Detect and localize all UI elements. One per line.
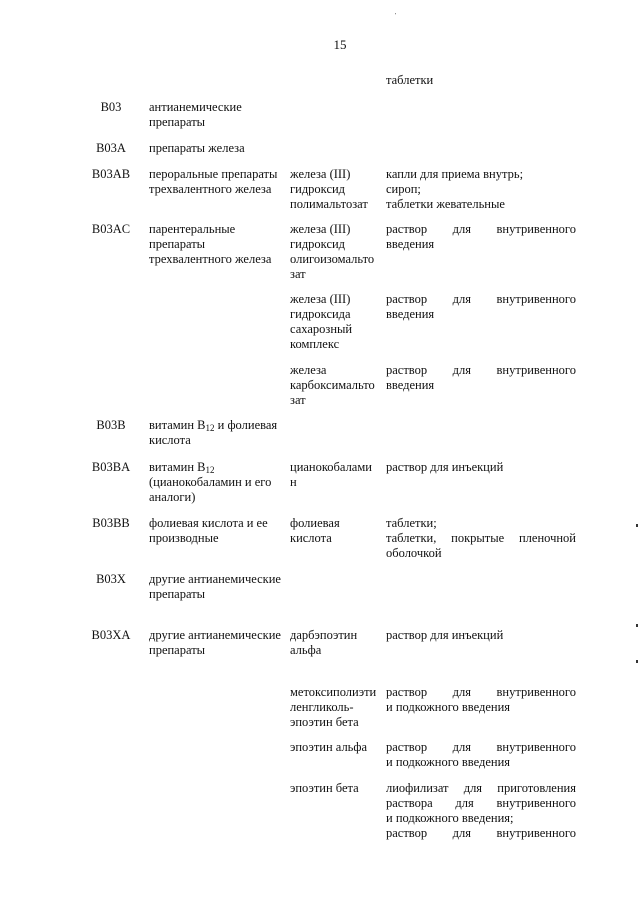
dosage-form-line: и подкожного введения xyxy=(386,700,511,714)
atc-name: фолиевая кислота и ее производные xyxy=(149,516,268,545)
dosage-form-line: таблетки, покрытые пленочной xyxy=(386,531,576,545)
atc-name: пероральные препараты трехвалентного железа xyxy=(149,167,278,196)
dosage-form-line: оболочкой xyxy=(386,546,442,560)
margin-mark xyxy=(636,660,638,663)
margin-mark xyxy=(636,524,638,527)
drug-name: цианокобалами н xyxy=(290,460,372,489)
drug-name: эпоэтин бета xyxy=(290,781,359,795)
atc-name: другие антианемические препараты xyxy=(149,572,281,601)
dosage-form-line: раствор для внутривенного xyxy=(386,826,576,840)
dosage-form-line: введения xyxy=(386,378,435,392)
atc-code: B03XA xyxy=(91,628,131,642)
dosage-form-line: и подкожного введения xyxy=(386,755,511,769)
dosage-form-line: лиофилизат для приготовления xyxy=(386,781,576,795)
atc-code: B03AC xyxy=(91,222,131,236)
dosage-form-line: таблетки; xyxy=(386,516,437,530)
drug-name: железа карбоксимальто зат xyxy=(290,363,375,407)
dosage-form-line: раствор для внутривенного xyxy=(386,363,576,377)
atc-code: B03BB xyxy=(92,516,130,530)
dosage-form-line: раствора для внутривенного xyxy=(386,796,576,810)
dosage-form: капли для приема внутрь; сироп; таблетки жевательные xyxy=(386,167,524,211)
drug-name: железа (III) гидроксид олигоизомальто зат xyxy=(290,222,375,281)
dosage-form: раствор для инъекций xyxy=(386,628,504,642)
atc-code: B03B xyxy=(96,418,126,432)
atc-name-part: и фолиевая кислота xyxy=(149,418,278,447)
drug-name: фолиевая кислота xyxy=(290,516,340,545)
atc-name: парентеральные препараты трехвалентного железа xyxy=(149,222,272,266)
atc-name-part: витамин B xyxy=(149,460,206,474)
dosage-form-line: раствор для внутривенного xyxy=(386,740,576,754)
atc-name: другие антианемические препараты xyxy=(149,628,281,657)
atc-code: B03BA xyxy=(91,460,131,474)
dosage-form-line: раствор для внутривенного xyxy=(386,292,576,306)
drug-name: железа (III) гидроксида сахарозный комплекс xyxy=(290,292,353,351)
dosage-form-line: раствор для внутривенного xyxy=(386,685,576,699)
atc-code: B03A xyxy=(96,141,126,155)
dosage-form: раствор для инъекций xyxy=(386,460,504,474)
dosage-form-line: раствор для внутривенного xyxy=(386,222,576,236)
page-number: 15 xyxy=(333,37,347,52)
atc-name xyxy=(149,460,284,505)
atc-code: B03AB xyxy=(91,167,131,181)
drug-name: метоксиполиэти ленгликоль- эпоэтин бета xyxy=(290,685,377,729)
dosage-form-line: и подкожного введения; xyxy=(386,811,514,825)
atc-name-part: (цианокобаламин и его аналоги) xyxy=(149,475,272,504)
drug-name: эпоэтин альфа xyxy=(290,740,368,754)
subscript: 12 xyxy=(205,465,215,475)
dosage-form-line: введения xyxy=(386,237,435,251)
subscript: 12 xyxy=(205,423,215,433)
atc-name: препараты железа xyxy=(149,141,245,155)
drug-name: железа (III) гидроксид полимальтозат xyxy=(290,167,368,211)
atc-code: B03X xyxy=(96,572,126,586)
atc-name: антианемические препараты xyxy=(149,100,242,129)
top-mark: ' xyxy=(395,13,397,19)
atc-name-part: витамин B xyxy=(149,418,206,432)
atc-code: B03 xyxy=(100,100,122,114)
atc-name xyxy=(149,418,284,448)
dosage-form-line: введения xyxy=(386,307,435,321)
dosage-form: таблетки xyxy=(386,73,434,87)
drug-name: дарбэпоэтин альфа xyxy=(290,628,358,657)
margin-mark xyxy=(636,624,638,627)
